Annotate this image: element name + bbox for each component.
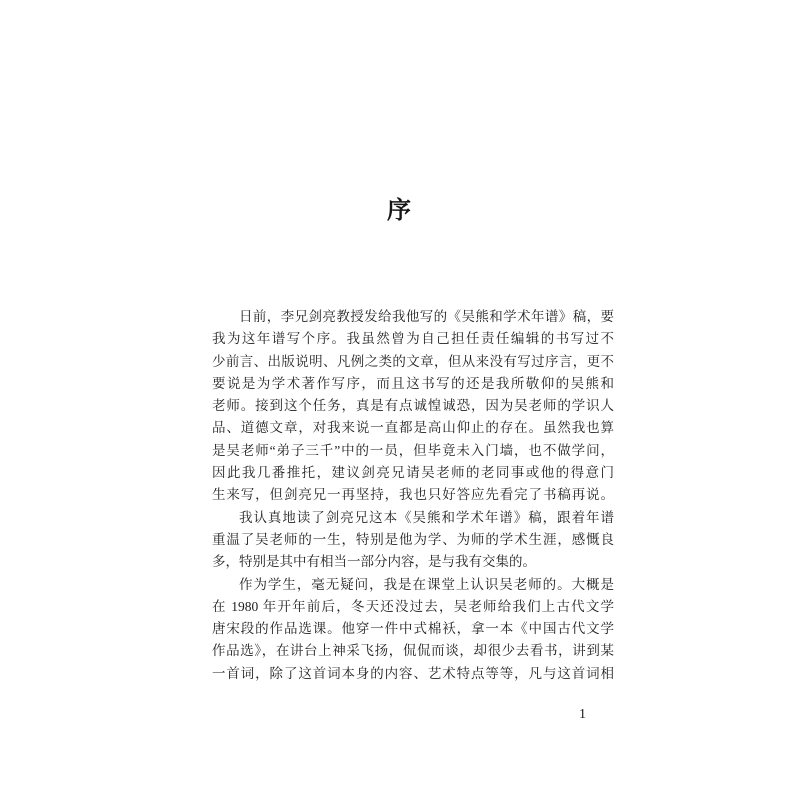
text-line: 我为这年谱写个序。我虽然曾为自己担任责任编辑的书写过不 bbox=[212, 331, 614, 347]
text-line: 少前言、出版说明、凡例之类的文章，但从来没有写过序言，更不 bbox=[212, 353, 614, 369]
text-line: 老师。接到这个任务，真是有点诚惶诚恐，因为吴老师的学识人 bbox=[212, 398, 614, 414]
text-line: 日前，李兄剑亮教授发给我他写的《吴熊和学术年谱》稿，要 bbox=[239, 309, 614, 324]
page-title: 序 bbox=[387, 198, 413, 224]
text-block bbox=[212, 306, 614, 685]
text-line: 是吴老师“弟子三千”中的一员，但毕竟未入门墙，也不做学问， bbox=[212, 442, 614, 458]
text-line: 我认真地读了剑亮兄这本《吴熊和学术年谱》稿，跟着年谱 bbox=[239, 509, 614, 525]
text-line: 作品选》，在讲台上神采飞扬，侃侃而谈，却很少去看书，讲到某 bbox=[212, 643, 614, 659]
page-number: 1 bbox=[579, 707, 586, 722]
text-line: 重温了吴老师的一生，特别是他为学、为师的学术生涯，感慨良 bbox=[212, 531, 614, 547]
text-line: 作为学生，毫无疑问，我是在课堂上认识吴老师的。大概是 bbox=[239, 576, 614, 592]
text-line: 多，特别是其中有相当一部分内容，是与我有交集的。 bbox=[212, 554, 536, 570]
text-line: 品、道德文章，对我来说一直都是高山仰止的存在。虽然我也算 bbox=[212, 420, 614, 436]
text-line: 唐宋段的作品选课。他穿一件中式棉袄，拿一本《中国古代文学 bbox=[212, 621, 614, 637]
text-line: 因此我几番推托，建议剑亮兄请吴老师的老同事或他的得意门 bbox=[212, 465, 614, 481]
text-line: 生来写，但剑亮兄一再坚持，我也只好答应先看完了书稿再说。 bbox=[212, 487, 614, 503]
text-line: 要说是为学术著作写序，而且这书写的还是我所敬仰的吴熊和 bbox=[212, 375, 614, 391]
text-line: 一首词，除了这首词本身的内容、艺术特点等等，凡与这首词相 bbox=[212, 665, 614, 681]
text-line: 在 1980 年开年前后，冬天还没过去，吴老师给我们上古代文学 bbox=[212, 598, 614, 614]
